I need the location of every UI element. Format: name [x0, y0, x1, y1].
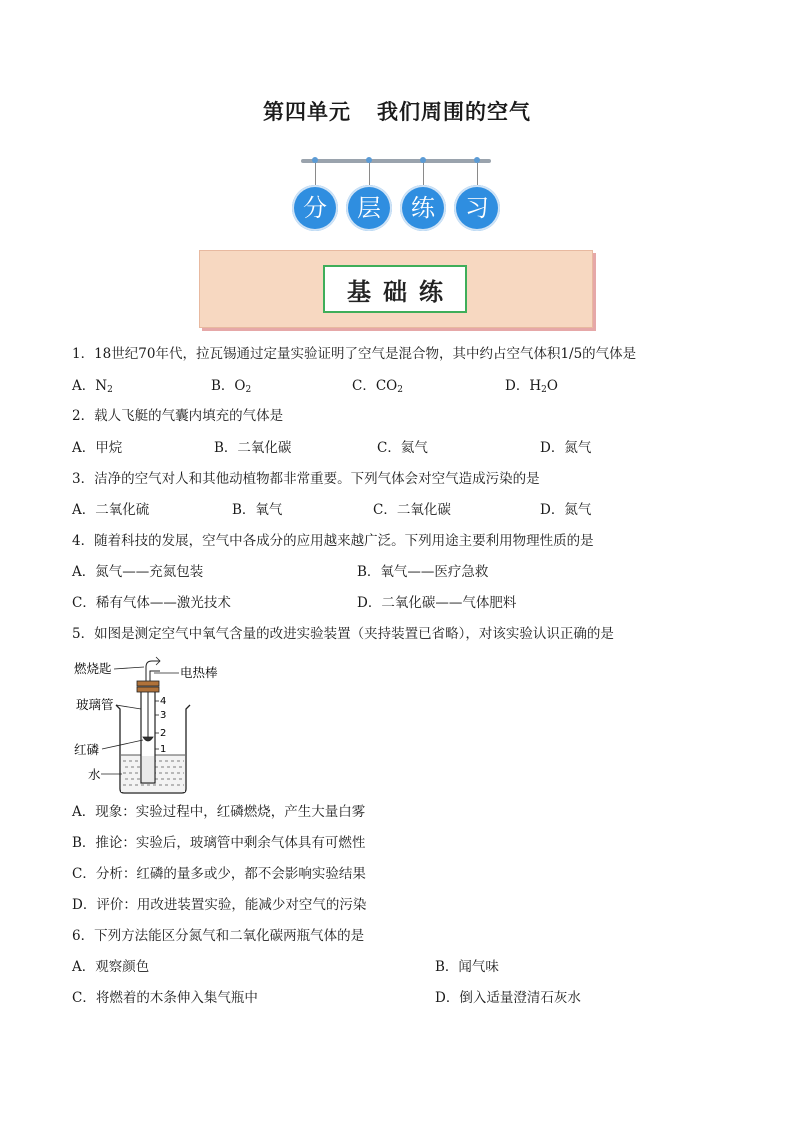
badge-string [477, 163, 478, 185]
question-4-option-d[interactable]: D．二氧化碳——气体肥料 [357, 595, 517, 611]
question-4-option-b[interactable]: B．氧气——医疗急救 [357, 564, 489, 580]
question-3-option-b[interactable]: B．氧气 [232, 502, 283, 518]
question-6-option-d[interactable]: D．倒入适量澄清石灰水 [435, 990, 581, 1006]
label-water: 水 [88, 767, 101, 782]
question-6-option-c[interactable]: C．将燃着的木条伸入集气瓶中 [72, 990, 258, 1006]
question-4-option-c[interactable]: C．稀有气体——激光技术 [72, 595, 231, 611]
badge-circle: 习 [454, 185, 500, 231]
question-3-option-c[interactable]: C．二氧化碳 [373, 502, 451, 518]
question-6-stem: 6．下列方法能区分氮气和二氧化碳两瓶气体的是 [72, 928, 365, 944]
label-spoon: 燃烧匙 [74, 661, 112, 676]
question-4-option-a[interactable]: A．氮气——充氮包装 [72, 564, 204, 580]
question-2-option-d[interactable]: D．氮气 [540, 440, 592, 456]
question-2-option-a[interactable]: A．甲烷 [72, 440, 123, 456]
section-label-box [323, 265, 467, 313]
question-5-option-c[interactable]: C．分析：红磷的量多或少，都不会影响实验结果 [72, 866, 366, 882]
question-5-option-b[interactable]: B．推论：实验后，玻璃管中剩余气体具有可燃性 [72, 835, 366, 851]
badge-circle: 分 [292, 185, 338, 231]
label-phosphorus: 红磷 [74, 742, 100, 757]
scale-ticks [155, 701, 159, 749]
question-1-option-a[interactable]: A．$N_2$ [72, 378, 113, 395]
unit-label: 第四单元 [263, 100, 351, 124]
question-6-option-b[interactable]: B．闻气味 [435, 959, 499, 975]
stopper-band [137, 681, 159, 686]
unit-topic: 我们周围的空气 [377, 100, 531, 124]
stopper-band [137, 687, 159, 692]
question-5-option-a[interactable]: A．现象：实验过程中，红磷燃烧，产生大量白雾 [72, 804, 366, 820]
badge-string [369, 163, 370, 185]
question-1-option-d[interactable]: D．$H_2O$ [505, 378, 558, 395]
experiment-apparatus-figure [70, 653, 240, 795]
question-4-stem: 4．随着科技的发展，空气中各成分的应用越来越广泛。下列用途主要利用物理性质的是 [72, 533, 594, 549]
badge-rail [301, 159, 491, 163]
tube-water [142, 756, 154, 782]
label-tube: 玻璃管 [76, 697, 114, 712]
section-label: 基础练 [347, 277, 455, 306]
label-rod: 电热棒 [180, 665, 218, 680]
badge-circle: 练 [400, 185, 446, 231]
question-1-stem: 1．18世纪70年代，拉瓦锡通过定量实验证明了空气是混合物，其中约占空气体积1/5的气体是 [72, 346, 637, 362]
question-6-option-a[interactable]: A．观察颜色 [72, 959, 150, 975]
badge-circle: 层 [346, 185, 392, 231]
scale-mark: 3 [160, 710, 167, 721]
question-2-option-c[interactable]: C．氦气 [377, 440, 428, 456]
question-3-stem: 3．洁净的空气对人和其他动植物都非常重要。下列气体会对空气造成污染的是 [72, 471, 540, 487]
scale-mark: 2 [160, 728, 167, 739]
question-1-option-b[interactable]: B．$O_2$ [211, 378, 252, 395]
page-title [0, 96, 794, 126]
rod-wire [150, 671, 160, 681]
question-2-stem: 2．载人飞艇的气囊内填充的气体是 [72, 408, 284, 424]
question-5-stem: 5．如图是测定空气中氧气含量的改进实验装置（夹持装置已省略），对该实验认识正确的是 [72, 626, 614, 642]
section-banner [199, 250, 593, 328]
badge-string [423, 163, 424, 185]
question-3-option-a[interactable]: A．二氧化硫 [72, 502, 150, 518]
question-3-option-d[interactable]: D．氮气 [540, 502, 592, 518]
scale-mark: 1 [160, 744, 167, 755]
badge-string [315, 163, 316, 185]
question-2-option-b[interactable]: B．二氧化碳 [214, 440, 292, 456]
question-5-option-d[interactable]: D．评价：用改进装置实验，能减少对空气的污染 [72, 897, 367, 913]
question-1-option-c[interactable]: C．$CO_2$ [352, 378, 403, 395]
scale-mark: 4 [160, 696, 167, 707]
